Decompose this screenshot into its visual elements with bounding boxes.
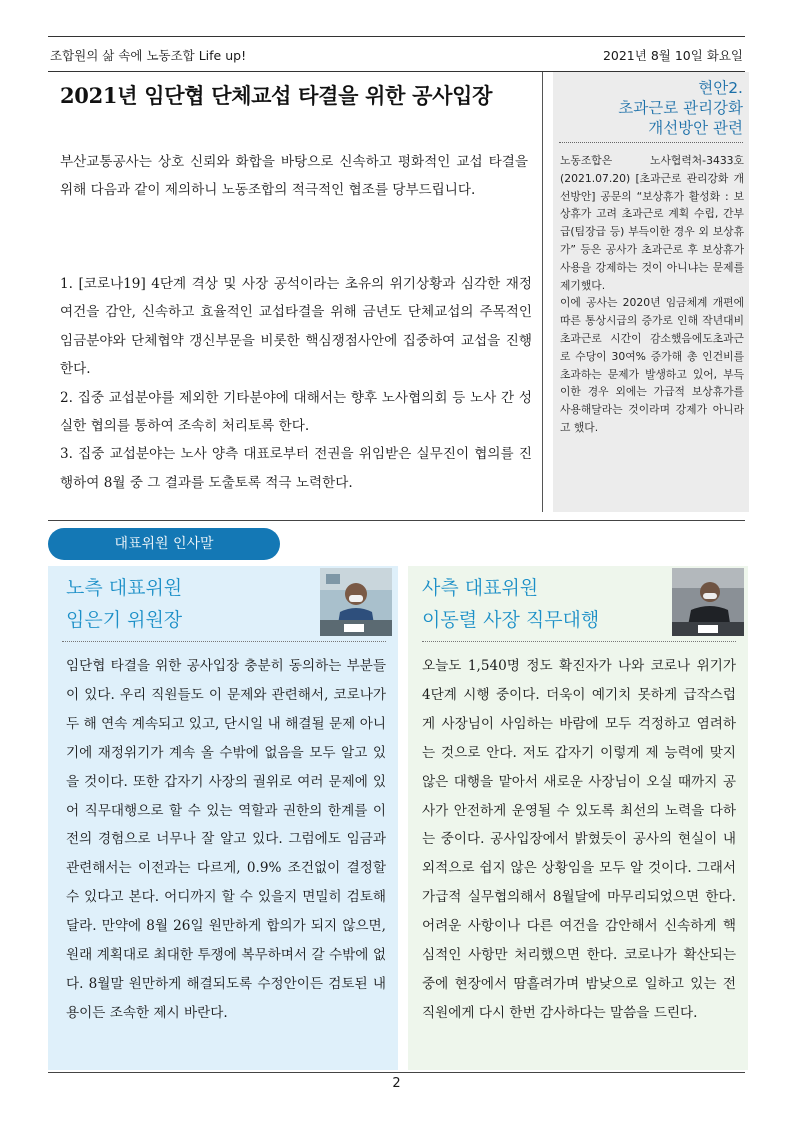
management-rep-role: 사측 대표위원 (422, 577, 539, 599)
footer-divider (48, 1072, 745, 1073)
management-rep-divider (422, 641, 736, 642)
article-items (60, 270, 532, 497)
section-divider (48, 520, 745, 521)
management-rep-name: 이동렬 사장 직무대행 (422, 609, 600, 631)
person-photo-icon (672, 568, 744, 636)
sidebar-paragraph: 이에 공사는 2020년 임금체계 개편에 따른 통상시급의 증가로 인해 작년대비 초과근로 시간이 감소했음에도초과근로 수당이 30여% 증가해 총 인건비를 초과하는 문제가 발생하고 있어, 부득이한 경우 외에는 가급적 보상휴가를 사용해달라는 것이라며 강제가 아니라고 했다. (560, 296, 744, 434)
page-header (48, 36, 745, 72)
labor-rep-remarks: 임단협 타결을 위한 공사입장 충분히 동의하는 부분들이 있다. 우리 직원들도 이 문제와 관련해서, 코로나가 두 해 연속 계속되고 있고, 단시일 내 해결될 문제 아니기에 재정위기가 계속 올 수밖에 없음을 모두 알고 있을 것이다. 또한 갑자기 사장의 궐위로 여러 문제에 있어 직무대행으로 할 수 있는 역할과 권한의 한계를 이전의 경험으로 너무나 잘 알고 있다. 그럼에도 임금과 관련해서는 이전과는 다르게, 0.9% 조건없이 결정할 수 있다고 본다. 어디까지 할 수 있을지 면밀히 검토해달라. 만약에 8월 26일 원만하게 합의가 되지 않으면, 원래 계획대로 최대한 투쟁에 복무하며서 갈 수밖에 없다. 8월말 원만하게 해결되도록 수정안이든 검토된 내용이든 조속한 제시 바란다. (66, 658, 386, 1021)
sidebar-title (618, 78, 743, 138)
management-rep-photo (672, 568, 744, 636)
labor-rep-name: 임은기 위원장 (66, 609, 183, 631)
article-intro: 부산교통공사는 상호 신뢰와 화합을 바탕으로 신속하고 평화적인 교섭 타결을 위해 다음과 같이 제의하니 노동조합의 적극적인 협조를 당부드립니다. (60, 154, 528, 199)
article-item: 1. [코로나19] 4단계 격상 및 사장 공석이라는 초유의 위기상황과 심각한 재정여건을 감안, 신속하고 효율적인 교섭타결을 위해 금년도 단체교섭의 주목적인 임금분야와 단체협약 갱신부문을 비롯한 핵심쟁점사안에 집중하여 교섭을 진행한다. (60, 276, 532, 378)
sidebar-title-line: 현안2. (698, 79, 743, 97)
labor-rep-card (48, 566, 398, 1070)
sidebar-box (553, 72, 749, 512)
section-label: 대표위원 인사말 (48, 528, 280, 560)
management-rep-title (422, 572, 599, 636)
person-photo-icon (320, 568, 392, 636)
labor-rep-title (66, 572, 182, 636)
sidebar-divider (559, 142, 743, 143)
management-rep-remarks: 오늘도 1,540명 정도 확진자가 나와 코로나 위기가 4단계 시행 중이다. 더욱이 예기치 못하게 급작스럽게 사장님이 사임하는 바람에 모두 걱정하고 염려하는 것으로 안다. 저도 갑자기 이렇게 제 능력에 맞지 않은 대행을 맡아서 새로운 사장님이 오실 때까지 공사가 안전하게 운영될 수 있도록 최선의 노력을 다하는 중이다. 공사입장에서 밝혔듯이 공사의 현실이 내외적으로 쉽지 않은 상황임을 모두 알 것이다. 그래서 가급적 실무협의해서 8월달에 마무리되었으면 한다. 어려운 사항이나 다른 여건을 감안해서 신속하게 핵심적인 사항만 처리했으면 한다. 코로나가 확산되는 중에 현장에서 땀흘려가며 밤낮으로 일하고 있는 전 직원에게 다시 한번 감사하다는 말씀을 드린다. (422, 658, 737, 1021)
labor-rep-divider (62, 641, 386, 642)
header-date: 2021년 8월 10일 화요일 (602, 48, 743, 63)
article-item: 3. 집중 교섭분야는 노사 양측 대표로부터 전권을 위임받은 실무진이 협의를 진행하여 8월 중 그 결과를 도출토록 적극 노력한다. (60, 446, 532, 491)
sidebar-paragraph: 노동조합은 노사협력처-3433호 (2021.07.20) [초과근로 관리강화 개선방안] 공문의 “보상휴가 활성화 : 보상휴가 고려 초과근로 계획 수립, 간부급(팀장급 등) 부득이한 경우 외 보상휴가” 등은 공사가 초과근로 후 보상휴가 사용을 강제하는 것이 아니냐는 문제를 제기했다. (560, 154, 744, 292)
sidebar-body (560, 152, 744, 437)
labor-rep-photo (320, 568, 392, 636)
sidebar-title-line: 개선방안 관련 (648, 119, 743, 137)
labor-rep-role: 노측 대표위원 (66, 577, 183, 599)
management-rep-card (408, 566, 748, 1070)
sidebar-title-line: 초과근로 관리강화 (618, 99, 743, 117)
column-divider (542, 72, 543, 512)
page-number: 2 (392, 1076, 401, 1091)
article-item: 2. 집중 교섭분야를 제외한 기타분야에 대해서는 향후 노사협의회 등 노사 간 성실한 협의를 통하여 조속히 처리토록 한다. (60, 389, 532, 435)
header-slogan: 조합원의 삶 속에 노동조합 Life up! (50, 48, 247, 63)
article-title: 2021년 임단협 단체교섭 타결을 위한 공사입장 (60, 83, 493, 108)
